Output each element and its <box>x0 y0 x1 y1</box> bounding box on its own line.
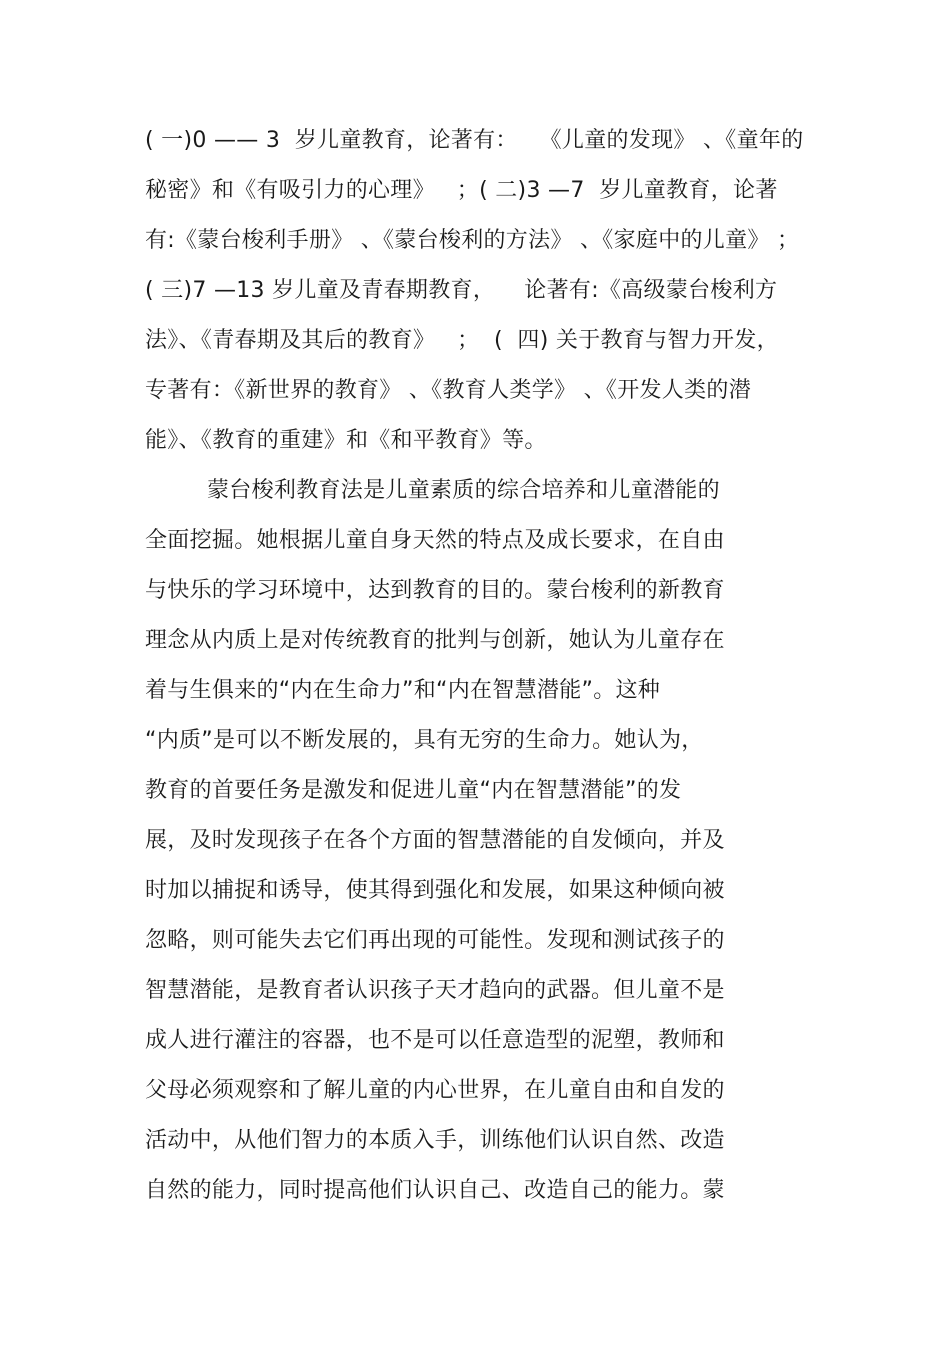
text-line: ( 一)0 —— 3 岁儿童教育，论著有： 《儿童的发现》 、《童年的 <box>145 128 804 153</box>
text-line: 蒙台梭利教育法是儿童素质的综合培养和儿童潜能的 <box>207 478 720 503</box>
text-line: 时加以捕捉和诱导，使其得到强化和发展，如果这种倾向被 <box>145 878 725 903</box>
text-line: 展，及时发现孩子在各个方面的智慧潜能的自发倾向，并及 <box>145 828 725 853</box>
text-line: 忽略，则可能失去它们再出现的可能性。发现和测试孩子的 <box>145 928 725 953</box>
text-line: 能》、《教育的重建》和《和平教育》等。 <box>145 428 547 453</box>
text-line: 智慧潜能，是教育者认识孩子天才趋向的武器。但儿童不是 <box>145 978 725 1003</box>
text-line: 活动中，从他们智力的本质入手，训练他们认识自然、改造 <box>145 1128 725 1153</box>
text-line: 教育的首要任务是激发和促进儿童“内在智慧潜能”的发 <box>145 778 682 803</box>
text-line: 着与生俱来的“内在生命力”和“内在智慧潜能”。这种 <box>145 678 661 703</box>
text-line: 父母必须观察和了解儿童的内心世界，在儿童自由和自发的 <box>145 1078 725 1103</box>
text-line: “内质”是可以不断发展的，具有无穷的生命力。她认为， <box>145 728 704 753</box>
text-line: 全面挖掘。她根据儿童自身天然的特点及成长要求，在自由 <box>145 528 725 553</box>
text-line: 专著有：《新世界的教育》 、《教育人类学》 、《开发人类的潜 <box>145 378 751 403</box>
text-line: 与快乐的学习环境中，达到教育的目的。蒙台梭利的新教育 <box>145 578 725 603</box>
text-line: 有:《蒙台梭利手册》 、《蒙台梭利的方法》 、《家庭中的儿童》 ； <box>145 228 800 253</box>
text-line: 理念从内质上是对传统教育的批判与创新，她认为儿童存在 <box>145 628 725 653</box>
text-line: 秘密》和《有吸引力的心理》 ；( 二)3 —7 岁儿童教育，论著 <box>145 178 778 203</box>
text-line: 成人进行灌注的容器，也不是可以任意造型的泥塑，教师和 <box>145 1028 725 1053</box>
text-line: ( 三)7 —13 岁儿童及青春期教育， 论著有:《高级蒙台梭利方 <box>145 278 778 303</box>
text-line: 自然的能力，同时提高他们认识自己、改造自己的能力。蒙 <box>145 1178 725 1203</box>
text-line: 法》、《青春期及其后的教育》 ； ( 四) 关于教育与智力开发， <box>145 328 779 353</box>
